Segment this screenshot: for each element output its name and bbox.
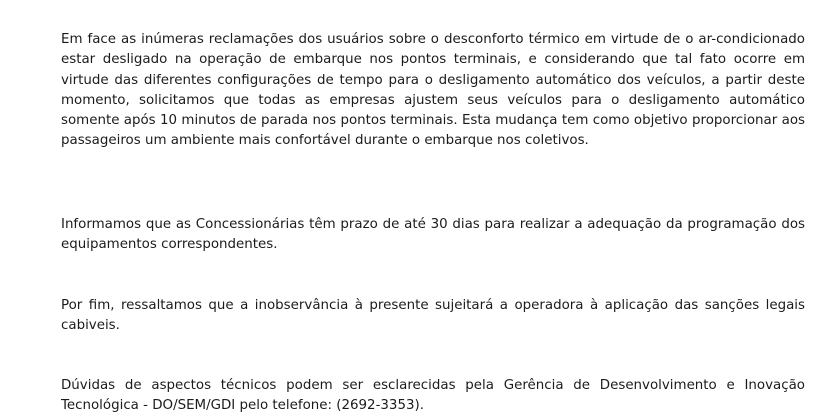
paragraph-ac-complaints: Em face as inúmeras reclamações dos usuários sobre o desconforto térmico em virtude de o ar-condicionado estar desligado na operação de embarque nos pontos terminais, e considerando que tal fato ocorre em virtude das diferentes configurações de tempo para o desligamento automático dos veículos, a partir deste momento, solicitamos que todas as empresas ajustem seus veículos para o desligamento automático somente após 10 minutos de parada nos pontos terminais. Esta mudança tem como objetivo proporcionar aos passageiros um ambiente mais confortável durante o embarque nos coletivos. [61, 32, 805, 149]
paragraph-contact: Dúvidas de aspectos técnicos podem ser esclarecidas pela Gerência de Desenvolvimento e Inovação Tecnológica - DO/SEM/GDI pelo telefone: (2692-3353). [61, 378, 805, 414]
paragraph-sanctions: Por fim, ressaltamos que a inobservância à presente sujeitará a operadora à aplicação das sanções legais cabiveis. [61, 298, 805, 334]
paragraph-deadline: Informamos que as Concessionárias têm prazo de até 30 dias para realizar a adequação da programação dos equipamentos correspondentes. [61, 217, 805, 253]
